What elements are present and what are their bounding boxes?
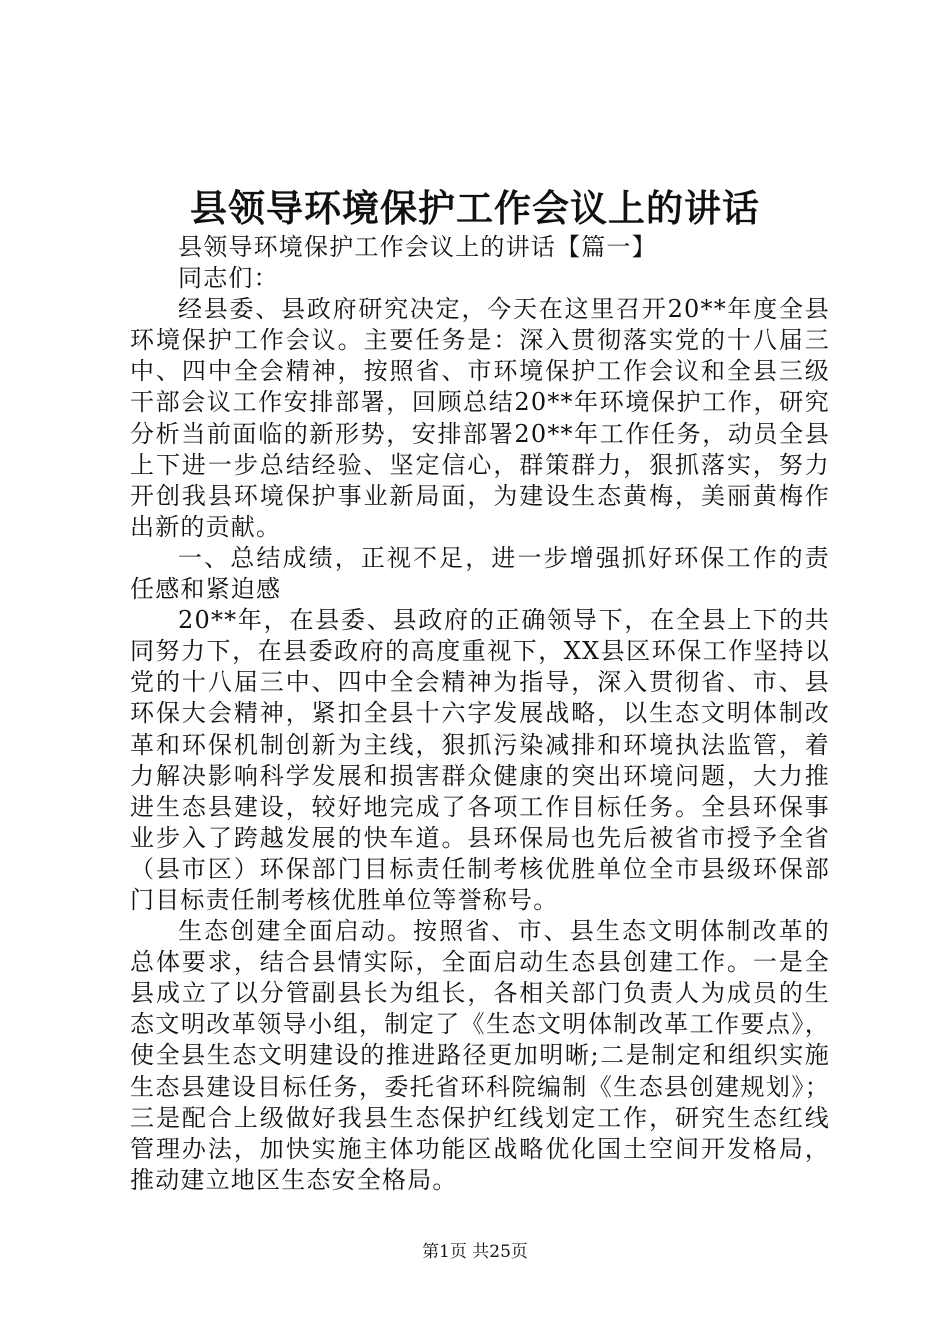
document-body [130, 232, 830, 1196]
section-heading-part-one: 县领导环境保护工作会议上的讲话【篇一】 [178, 233, 657, 261]
page-footer: 第1页 共25页 [422, 1242, 528, 1262]
salutation: 同志们： [178, 264, 279, 293]
section-heading-one: 一、总结成绩，正视不足，进一步增强抓好环保工作的责任感和紧迫感 [130, 543, 830, 604]
paragraph-achievements: 20**年，在县委、县政府的正确领导下，在全县上下的共同努力下，在县委政府的高度重视下，XX县区环保工作坚持以党的十八届三中、四中全会精神为指导，深入贯彻省、市、县环保大会精神，紧扣全县十六字发展战略，以生态文明体制改革和环保机制创新为主线，狠抓污染减排和环境执法监管，着力解决影响科学发展和损害群众健康的突出环境问题，大力推进生态县建设，较好地完成了各项工作目标任务。全县环保事业步入了跨越发展的快车道。县环保局也先后被省市授予全省（县市区）环保部门目标责任制考核优胜单位全市县级环保部门目标责任制考核优胜单位等誉称号。 [130, 606, 830, 914]
paragraph-ecology: 生态创建全面启动。按照省、市、县生态文明体制改革的总体要求，结合县情实际，全面启动生态县创建工作。一是全县成立了以分管副县长为组长，各相关部门负责人为成员的生态文明改革领导小组，制定了《生态文明体制改革工作要点》，使全县生态文明建设的推进路径更加明晰;二是制定和组织实施生态县建设目标任务，委托省环科院编制《生态县创建规划》；三是配合上级做好我县生态保护红线划定工作，研究生态红线管理办法，加快实施主体功能区战略优化国土空间开发格局，推动建立地区生态安全格局。 [130, 917, 830, 1194]
document-title: 县领导环境保护工作会议上的讲话 [190, 186, 760, 230]
paragraph-intro: 经县委、县政府研究决定，今天在这里召开20**年度全县环境保护工作会议。主要任务是：深入贯彻落实党的十八届三中、四中全会精神，按照省、市环境保护工作会议和全县三级干部会议工作安排部署，回顾总结20**年环境保护工作，研究分析当前面临的新形势，安排部署20**年工作任务，动员全县上下进一步总结经验、坚定信心，群策群力，狠抓落实，努力开创我县环境保护事业新局面，为建设生态黄梅，美丽黄梅作出新的贡献。 [130, 295, 830, 541]
